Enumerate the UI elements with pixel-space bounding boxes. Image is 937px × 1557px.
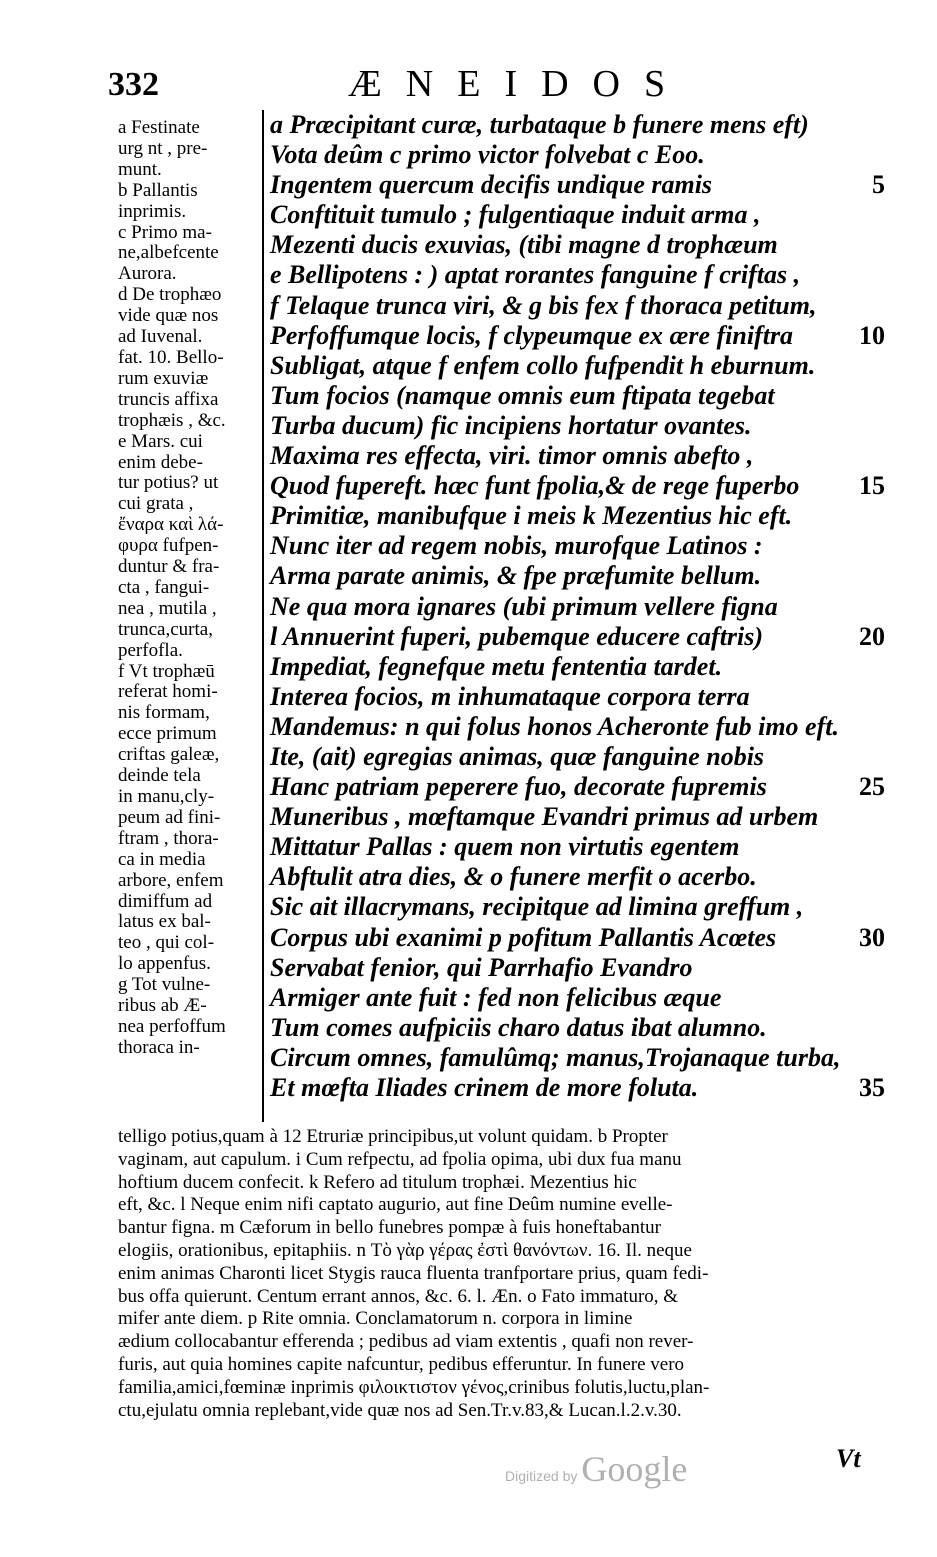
gloss-line: d De trophæo	[118, 285, 222, 306]
verse-line	[270, 1073, 885, 1103]
line-number: 5	[872, 170, 885, 200]
verse-line	[270, 1043, 885, 1073]
verse-text: Ingentem quercum decifis undique ramis	[270, 170, 713, 200]
footnote-line: eft, &c. l Neque enim nifi captato augurio, aut fine Deûm numine evelle-	[118, 1194, 673, 1216]
verse-line	[270, 742, 885, 772]
verse-text: Arma parate animis, & fpe præfumite bellum.	[270, 561, 762, 591]
line-number: 20	[859, 621, 885, 651]
verse-line	[270, 351, 885, 381]
digitized-watermark	[505, 1448, 687, 1490]
verse-text: Servabat fenior, qui Parrhafio Evandro	[270, 952, 693, 982]
verse-text: Tum comes aufpiciis charo datus ibat alumno.	[270, 1012, 767, 1042]
verse-text: Ne qua mora ignares (ubi primum vellere figna	[270, 591, 778, 621]
verse-text: Subligat, atque f enfem collo fufpendit h eburnum.	[270, 350, 816, 380]
verse-text: Perfoffumque locis, f clypeumque ex ære finiftra	[270, 320, 794, 350]
catchword: Vt	[836, 1444, 861, 1473]
watermark-brand: Google	[581, 1449, 688, 1489]
footnote-line: telligo potius,quam à 12 Etruriæ principibus,ut volunt quidam. b Propter	[118, 1126, 668, 1147]
verse-text: Armiger ante fuit : fed non felicibus æque	[270, 982, 722, 1012]
line-number: 25	[859, 772, 885, 802]
gloss-line: latus ex bal-	[118, 912, 211, 933]
verse-text: Tum focios (namque omnis eum ftipata tegebat	[270, 380, 775, 410]
footnote-line: familia,amici,fœminæ inprimis φιλοικτιστον γένος,crinibus folutis,luctu,plan-	[118, 1376, 710, 1398]
gloss-line: f Vt trophæū	[118, 661, 215, 682]
footnotes	[118, 1126, 878, 1422]
footnote-line: furis, aut quia homines capite nafcuntur, pedibus efferuntur. In funere vero	[118, 1353, 685, 1375]
verse-line	[270, 1013, 885, 1043]
gloss-line: inprimis.	[118, 201, 187, 222]
verse-text: Muneribus , mœftamque Evandri primus ad urbem	[270, 802, 819, 832]
gloss-line: ἔναρα καὶ λά-	[118, 515, 224, 536]
gloss-line: ecce primum	[118, 724, 217, 745]
verse-line	[270, 802, 885, 832]
gloss-line: b Pallantis	[118, 180, 198, 201]
verse-text: Primitiæ, manibufque i meis k Mezentius hic eft.	[270, 501, 793, 531]
footnote-line: mifer ante diem. p Rite omnia. Conclamatorum n. corpora in limine	[118, 1308, 633, 1330]
footnote-line: elogiis, orationibus, epitaphiis. n Τὸ γὰρ γέρας ἐστὶ θανόντων. 16. Il. neque	[118, 1239, 692, 1261]
gloss-line: ribus ab Æ-	[118, 996, 207, 1017]
verse-text: Vota deûm c primo victor folvebat c Eoo.	[270, 140, 705, 170]
verse-line	[270, 501, 885, 531]
gloss-line: trophæis , &c.	[118, 410, 226, 431]
gloss-line: ne,albefcente	[118, 243, 219, 264]
gloss-line: duntur & fra-	[118, 557, 220, 578]
gloss-line: munt.	[118, 159, 162, 180]
verse-text: f Telaque trunca viri, & g bis fex f thoraca petitum,	[270, 290, 817, 320]
verse-line	[270, 953, 885, 983]
verse-line	[270, 652, 885, 682]
marginal-glosses	[118, 118, 260, 1059]
verse-text: Impediat, fegnefque metu fententia tardet.	[270, 651, 723, 681]
verse-text: e Bellipotens : ) aptat rorantes fanguine f criftas ,	[270, 260, 801, 290]
gloss-line: cta , fangui-	[118, 577, 210, 598]
footnote-line: vaginam, aut capulum. i Cum refpectu, ad fpolia opima, ubi dux fua manu	[118, 1148, 682, 1170]
verse-text: Et mœfta Iliades crinem de more foluta.	[270, 1073, 699, 1102]
gloss-line: e Mars. cui	[118, 431, 203, 452]
footnote-line: bantur figna. m Cæforum in bello funebres pompæ à fuis honeftabantur	[118, 1217, 661, 1239]
gloss-line: perfofla.	[118, 640, 183, 661]
gloss-line: teo , qui col-	[118, 933, 215, 954]
gloss-line: ca in media	[118, 849, 206, 870]
verse-line	[270, 892, 885, 922]
verse-line	[270, 140, 885, 170]
watermark-prefix: Digitized by	[505, 1468, 578, 1484]
gloss-line: fat. 10. Bello-	[118, 347, 224, 368]
line-number: 30	[859, 922, 885, 952]
footnote-line: enim animas Charonti licet Stygis rauca fluenta tranfportare prius, quam fedi-	[118, 1262, 709, 1284]
footnote-line: ædium collocabantur efferenda ; pedibus ad viam extentis , quafi non rever-	[118, 1331, 694, 1353]
verse-text: Ite, (ait) egregias animas, quæ fanguine nobis	[270, 741, 765, 771]
verse-text: Sic ait illacrymans, recipitque ad limina greffum ,	[270, 892, 804, 922]
gloss-line: g Tot vulne-	[118, 975, 211, 996]
verse-line	[270, 411, 885, 441]
verse-text: Corpus ubi exanimi p pofitum Pallantis Acœtes	[270, 922, 777, 952]
gloss-line: criftas galeæ,	[118, 745, 220, 766]
verse-line	[270, 832, 885, 862]
verse-line	[270, 712, 885, 742]
column-rule	[262, 110, 264, 1122]
verse-line	[270, 622, 885, 652]
verse-line	[270, 170, 885, 200]
gloss-line: deinde tela	[118, 766, 201, 787]
verse-text: Hanc patriam peperere fuo, decorate fupremis	[270, 772, 767, 802]
gloss-line: trunca,curta,	[118, 619, 213, 640]
page-number: 332	[108, 66, 159, 103]
gloss-line: nis formam,	[118, 703, 210, 724]
verse-line	[270, 592, 885, 622]
footnote-line: ctu,ejulatu omnia replebant,vide quæ nos ad Sen.Tr.v.83,& Lucan.l.2.v.30.	[118, 1399, 682, 1421]
verse-line	[270, 230, 885, 260]
gloss-line: a Festinate	[118, 118, 200, 138]
verse-line	[270, 561, 885, 591]
footnote-line: hoftium ducem confecit. k Refero ad titulum trophæi. Mezentius hic	[118, 1171, 637, 1193]
gloss-line: truncis affixa	[118, 389, 219, 410]
verse-line	[270, 983, 885, 1013]
verse-line	[270, 923, 885, 953]
running-header	[108, 58, 888, 108]
gloss-line: nea , mutila ,	[118, 598, 217, 619]
gloss-line: nea perfoffum	[118, 1016, 226, 1037]
verse-line	[270, 291, 885, 321]
verse-text: Interea focios, m inhumataque corpora terra	[270, 681, 750, 711]
verse-line	[270, 682, 885, 712]
verse-text: Circum omnes, famulûmq; manus,Trojanaque turba,	[270, 1042, 841, 1072]
gloss-line: lo appenfus.	[118, 954, 211, 975]
line-number: 35	[859, 1073, 885, 1102]
verse-text: Conftituit tumulo ; fulgentiaque induit arma ,	[270, 200, 761, 230]
running-title: ÆNEIDOS	[348, 63, 690, 105]
verse-line	[270, 260, 885, 290]
gloss-line: ftram , thora-	[118, 828, 219, 849]
verse-line	[270, 321, 885, 351]
verse-line	[270, 441, 885, 471]
gloss-line: rum exuviæ	[118, 368, 209, 389]
gloss-line: vide quæ nos	[118, 306, 219, 327]
gloss-line: ad Iuvenal.	[118, 327, 203, 348]
gloss-line: tur potius? ut	[118, 473, 219, 494]
verse-line	[270, 381, 885, 411]
gloss-line: dimiffum ad	[118, 891, 213, 912]
verse-line	[270, 200, 885, 230]
verse-text: Mezenti ducis exuvias, (tibi magne d trophæum	[270, 230, 778, 260]
verse-text: l Annuerint fuperi, pubemque educere caftris)	[270, 621, 764, 651]
verse-text: Maxima res effecta, viri. timor omnis abefto ,	[270, 441, 754, 471]
line-number: 10	[859, 320, 885, 350]
gloss-line: cui grata ,	[118, 494, 194, 515]
verse-line	[270, 110, 885, 140]
gloss-line: arbore, enfem	[118, 870, 224, 891]
line-number: 15	[859, 471, 885, 501]
verse-line	[270, 531, 885, 561]
gloss-line: referat homi-	[118, 682, 218, 703]
gloss-line: in manu,cly-	[118, 787, 215, 807]
verse-text: Mittatur Pallas : quem non virtutis egentem	[270, 832, 740, 862]
verse-text: Turba ducum) fic incipiens hortatur ovantes.	[270, 410, 752, 440]
gloss-line: enim debe-	[118, 452, 203, 473]
gloss-line: urg nt , pre-	[118, 138, 208, 159]
verse-text: Nunc iter ad regem nobis, murofque Latinos :	[270, 531, 763, 561]
footnote-line: bus offa quierunt. Centum errant annos, &c. 6. l. Æn. o Fato immaturo, &	[118, 1285, 679, 1307]
gloss-line: c Primo ma-	[118, 222, 212, 243]
gloss-line: Aurora.	[118, 264, 177, 285]
verse-line	[270, 862, 885, 892]
gloss-line: thoraca in-	[118, 1037, 200, 1058]
verse-text: Abftulit atra dies, & o funere merfit o acerbo.	[270, 862, 757, 892]
verse-line	[270, 772, 885, 802]
verse-text: a Præcipitant curæ, turbataque b funere mens eft)	[270, 110, 809, 139]
verse-text: Quod fupereft. hæc funt fpolia,& de rege fuperbo	[270, 471, 800, 501]
verse-line	[270, 471, 885, 501]
gloss-line: peum ad fini-	[118, 807, 221, 828]
gloss-line: φυρα fufpen-	[118, 536, 219, 557]
verse-column	[270, 110, 885, 1103]
verse-text: Mandemus: n qui folus honos Acheronte fub imo eft.	[270, 711, 839, 741]
